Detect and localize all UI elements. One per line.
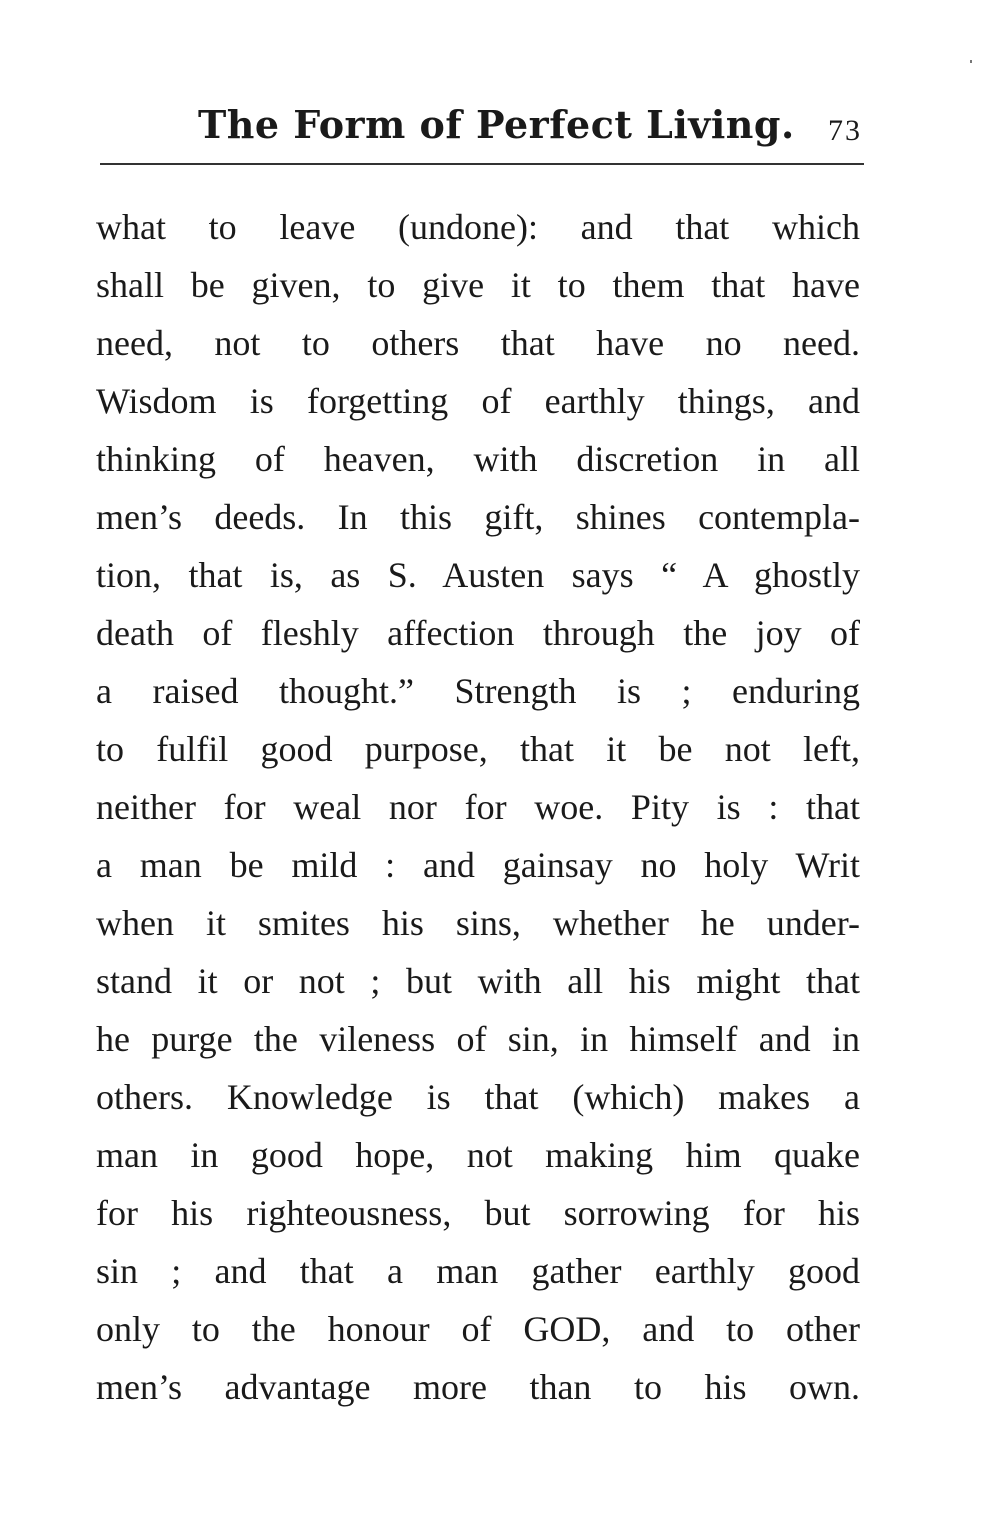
text-line: shall be given, to give it to them that have [96,265,860,305]
text-line: man in good hope, not making him quake [96,1135,860,1175]
header-rule [100,163,864,165]
text-line: only to the honour of GOD, and to other [96,1309,860,1349]
text-line: others. Knowledge is that (which) makes a [96,1077,860,1117]
text-line: men’s advantage more than to his own. [96,1367,860,1407]
text-line: Wisdom is forgetting of earthly things, and [96,381,860,421]
text-line: death of fleshly affection through the joy of [96,613,860,653]
stray-ink-mark [970,60,972,63]
text-line: tion, that is, as S. Austen says “ A ghostly [96,555,860,595]
page-number: 73 [828,114,862,147]
text-line: neither for weal nor for woe. Pity is : that [96,787,860,827]
text-line: need, not to others that have no need. [96,323,860,363]
text-line: for his righteousness, but sorrowing for his [96,1193,860,1233]
body-text [96,198,860,1416]
text-line: a man be mild : and gainsay no holy Writ [96,845,860,885]
text-line: he purge the vileness of sin, in himself and in [96,1019,860,1059]
text-line: stand it or not ; but with all his might that [96,961,860,1001]
running-head [98,95,862,155]
text-line: a raised thought.” Strength is ; enduring [96,671,860,711]
text-line: when it smites his sins, whether he under- [96,903,860,943]
text-line: men’s deeds. In this gift, shines contempla- [96,497,860,537]
text-line: sin ; and that a man gather earthly good [96,1251,860,1291]
text-line: what to leave (undone): and that which [96,207,860,247]
running-title: The Form of Perfect Living. [198,102,795,147]
text-line: thinking of heaven, with discretion in all [96,439,860,479]
text-line: to fulfil good purpose, that it be not left, [96,729,860,769]
